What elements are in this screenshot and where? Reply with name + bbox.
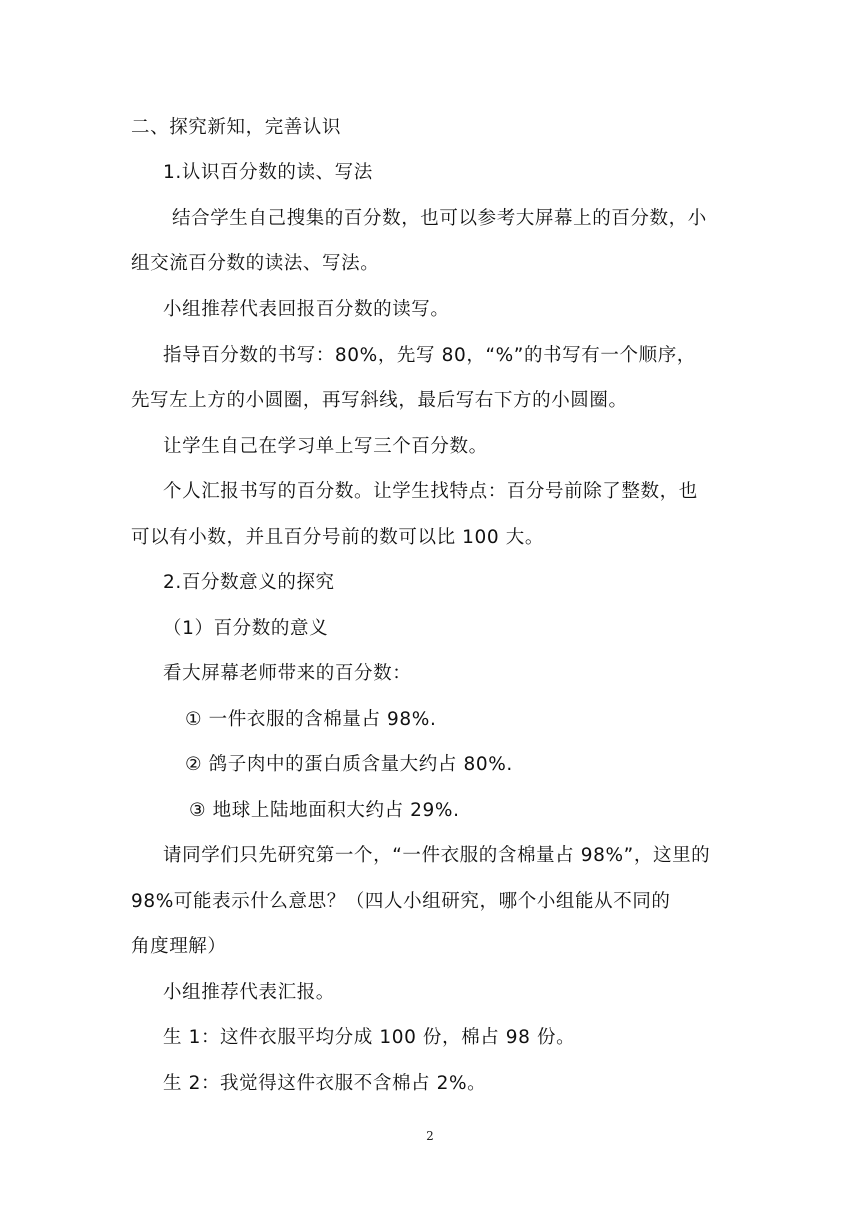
- list-item: ① 一件衣服的含棉量占 98%.: [185, 709, 437, 730]
- subsection-heading: （1）百分数的意义: [163, 618, 329, 639]
- paragraph-line: 结合学生自己搜集的百分数，也可以参考大屏幕上的百分数，小: [172, 208, 707, 229]
- paragraph-line: 角度理解）: [131, 936, 227, 957]
- subsection-heading: 1.认识百分数的读、写法: [163, 162, 373, 183]
- paragraph-line: 先写左上方的小圆圈，再写斜线，最后写右下方的小圆圈。: [131, 390, 628, 411]
- list-item: ③ 地球上陆地面积大约占 29%.: [189, 800, 460, 821]
- paragraph-line: 看大屏幕老师带来的百分数：: [163, 663, 412, 684]
- page-number: 2: [426, 1129, 434, 1143]
- paragraph-line: 让学生自己在学习单上写三个百分数。: [163, 436, 488, 457]
- paragraph-line: 小组推荐代表回报百分数的读写。: [163, 299, 450, 320]
- paragraph-line: 组交流百分数的读法、写法。: [131, 253, 380, 274]
- paragraph-line: 98%可能表示什么意思？（四人小组研究，哪个小组能从不同的: [131, 891, 671, 912]
- paragraph-line: 生 1：这件衣服平均分成 100 份，棉占 98 份。: [163, 1027, 576, 1048]
- paragraph-line: 可以有小数，并且百分号前的数可以比 100 大。: [131, 527, 544, 548]
- paragraph-line: 个人汇报书写的百分数。让学生找特点：百分号前除了整数，也: [163, 481, 698, 502]
- paragraph-line: 小组推荐代表汇报。: [163, 982, 335, 1003]
- list-item: ② 鸽子肉中的蛋白质含量大约占 80%.: [185, 754, 513, 775]
- subsection-heading: 2.百分数意义的探究: [163, 572, 335, 593]
- paragraph-line: 生 2：我觉得这件衣服不含棉占 2%。: [163, 1073, 487, 1094]
- paragraph-line: 指导百分数的书写：80%，先写 80，“%”的书写有一个顺序，: [163, 345, 696, 366]
- paragraph-line: 请同学们只先研究第一个，“一件衣服的含棉量占 98%”，这里的: [163, 845, 711, 866]
- section-heading: 二、探究新知，完善认识: [131, 117, 342, 138]
